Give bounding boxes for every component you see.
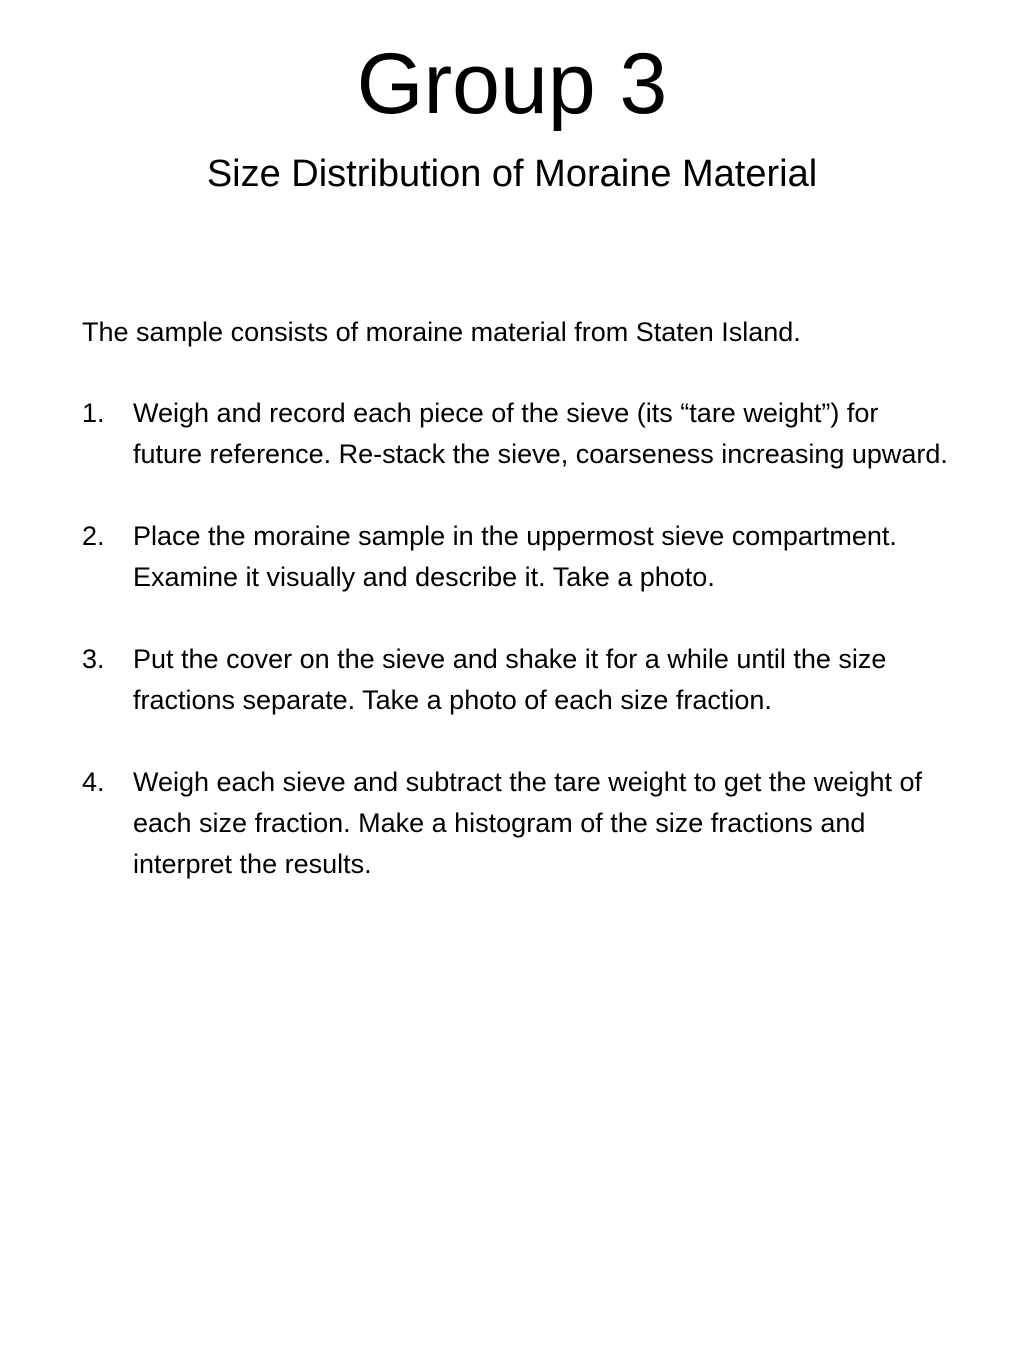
step-text: Place the moraine sample in the uppermost sieve compartment. Examine it visually and describe it. Take a photo. [133, 521, 897, 592]
slide-subtitle: Size Distribution of Moraine Material [206, 153, 818, 195]
step-number: 3. [82, 644, 105, 674]
intro-text: The sample consists of moraine material from Staten Island. [82, 317, 801, 347]
step-text: Weigh each sieve and subtract the tare weight to get the weight of each size fraction. Make a histogram of the size fractions and interpret the results. [133, 767, 922, 879]
steps-list [82, 393, 952, 885]
step-item [82, 516, 952, 598]
step-item [82, 393, 952, 475]
step-number: 2. [82, 521, 105, 551]
slide-body [82, 312, 952, 926]
step-item [82, 762, 952, 885]
step-text: Weigh and record each piece of the sieve (its “tare weight”) for future reference. Re-stack the sieve, coarseness increasing upward. [133, 398, 948, 469]
slide-title: Group 3 [356, 36, 668, 132]
step-item [82, 639, 952, 721]
step-text: Put the cover on the sieve and shake it for a while until the size fractions separate. Take a photo of each size fraction. [133, 644, 887, 715]
step-number: 4. [82, 767, 105, 797]
step-number: 1. [82, 398, 105, 428]
